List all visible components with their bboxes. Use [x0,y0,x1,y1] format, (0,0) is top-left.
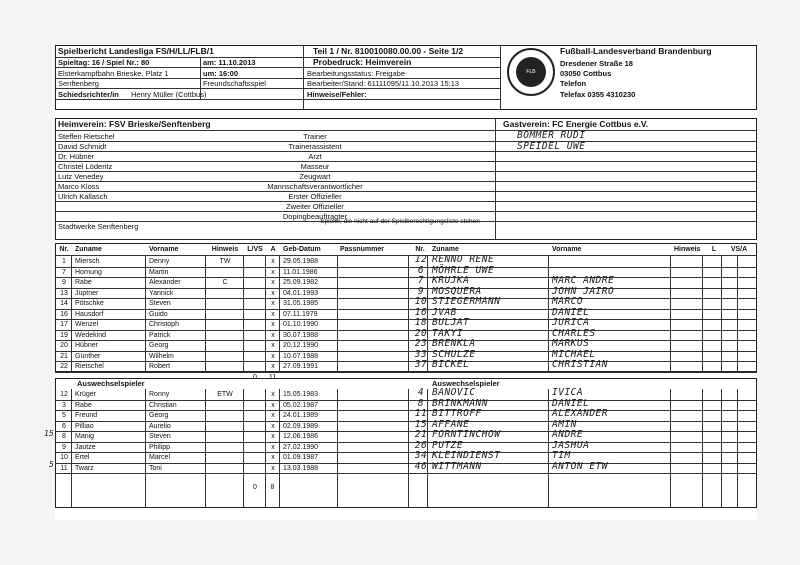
cell-hinweis: ETW [217,391,233,398]
cell-geb: 10.07.1988 [283,352,319,360]
referee-name: Henry Müller (Cottbus) [131,90,207,99]
cell-zuname: Pötschke [75,300,104,307]
cell-nr: 8 [62,433,66,440]
cell-a: x [271,258,275,265]
cell-vorname: Ronny [149,391,170,398]
staff-home-name: Ulrich Kallasch [58,192,108,201]
cell-nr: 11 [60,464,68,472]
cell-nr: 14 [60,300,68,307]
cell-gnr: 18 [414,317,428,328]
cell-geb: 01.09.1987 [283,454,319,461]
report-title: Spielbericht Landesliga FS/H/LL/FLB/1 [58,47,214,56]
cell-geb: 29.05.1988 [283,258,319,265]
cell-zuname: Hornung [75,268,102,276]
cell-gzuname: MÖHRLE UWE [432,264,495,276]
staff-role-label: Dopingbeauftragter [282,212,348,221]
cell-geb: 12.06.1986 [283,433,319,440]
staff-guest-line [495,181,757,182]
cell-a: x [271,310,275,318]
cell-zuname: Krüger [75,391,97,398]
processing-status: Bearbeitungsstatus: Freigabe [307,69,405,78]
match-report-sheet [44,45,757,520]
staff-role-label: Mannschaftsverantwortlicher [267,182,363,191]
cell-geb: 04.01.1993 [283,289,319,297]
cell-gzuname: BICKEL [432,359,470,370]
cell-gnr: 10 [414,296,428,307]
cell-gnr: 6 [417,264,425,276]
cell-gnr: 21 [414,429,428,440]
cell-vorname: Georg [149,412,169,419]
staff-home-name: Dr. Hübner [58,152,95,161]
cell-gvorname: MARKUS [552,338,590,349]
cell-zuname: Miersch [75,258,100,265]
cell-gvorname: TIM [552,450,571,461]
cell-a: x [271,289,275,297]
cell-a: x [271,352,275,360]
venue: Elsterkampfbahn Brieske, Platz 1 [58,69,169,78]
cell-a: x [271,443,275,451]
row-line [55,372,757,373]
cell-geb: 31.05.1985 [283,300,319,307]
cell-vorname: Philipp [149,443,171,451]
cell-hinweis: C [222,279,228,286]
cell-geb: 02.09.1989 [283,422,319,430]
starter-row [55,361,757,372]
staff-guest-line [495,201,757,202]
staff-role-label: Masseur [300,162,330,171]
cell-nr: 20 [60,342,68,349]
cell-geb: 27.02.1990 [283,443,319,451]
cell-gzuname: BULJAT [432,317,470,328]
cell-gnr: 33 [414,348,428,360]
cell-vorname: Martin [149,268,169,276]
cell-zuname: Wedekind [75,331,107,339]
cell-vorname: Steven [149,300,171,307]
cell-a: x [271,363,275,370]
cell-geb: 27.09.1991 [283,363,319,370]
cell-nr: 16 [60,310,68,318]
staff-role-label: Arzt [308,152,322,161]
cell-a: x [271,412,275,419]
cell-a: x [271,454,275,461]
cell-nr: 9 [62,443,66,451]
cell-gnr: 37 [414,359,428,370]
column-header-gl: L [711,246,717,253]
cell-gzuname: KRUJKA [432,275,470,286]
column-header-a: A [270,246,276,253]
club-location: Senftenberg [58,79,99,88]
staff-role-label: Zweiter Offizieller [286,202,344,211]
total-lvs: 0 [253,373,257,381]
cell-gvorname: DANIEL [552,306,590,318]
association-fax: Telefax 0355 4310230 [560,90,636,99]
cell-gvorname: MARC ANDRE [552,275,615,286]
cell-zuname: Rabe [75,401,92,409]
cell-nr: 9 [62,279,66,286]
cell-gvorname: AMIN [552,418,577,430]
cell-geb: 13.03.1988 [283,464,319,472]
cell-gzuname: AFFANE [432,418,470,430]
cell-zuname: Freund [75,412,98,419]
cell-a: x [271,401,275,409]
notes-label: Hinweise/Fehler: [307,90,367,99]
cell-gvorname: IVICA [552,387,584,398]
editor-stamp: Bearbeiter/Stand: 61111095/11.10.2013 15:13 [307,79,460,88]
cell-gzuname: MOSQUERA [432,285,482,297]
cell-vorname: Alexander [149,279,181,286]
cell-nr: 22 [60,363,68,370]
cell-gvorname: MICHAEL [552,348,596,360]
cell-gnr: 23 [414,338,428,349]
cell-gvorname: ANTON ETW [552,460,608,472]
cell-vorname: Patrick [149,331,171,339]
cell-gvorname: JOHN JAIRO [552,285,615,297]
cell-vorname: Marcel [149,454,171,461]
cell-vorname: Wilhelm [149,352,174,360]
cell-vorname: Steven [149,433,171,440]
cell-nr: 12 [60,391,68,398]
cell-gzuname: BRENKLA [432,338,476,349]
cell-vorname: Christian [149,401,177,409]
staff-guest-line [495,221,757,222]
staff-guest-line [495,161,757,162]
home-team-title: Heimverein: FSV Brieske/Senftenberg [58,120,211,129]
cell-vorname: Aurelio [149,422,171,430]
cell-vorname: Christoph [149,321,179,328]
column-header-gvsa: VS/A [730,246,748,253]
cell-zuname: Rietschel [75,363,104,370]
starters-header [55,244,757,255]
cell-a: x [271,433,275,440]
staff-home-name: Christel Löderitz [58,162,113,171]
margin-mark-2: 5 [49,460,54,469]
cell-gnr: 9 [417,285,425,297]
cell-nr: 19 [60,331,68,339]
cell-gzuname: STIEGERMANN [432,296,501,307]
column-header-nr: Nr. [59,246,69,253]
column-header-gvorname: Vorname [552,246,582,253]
cell-nr: 21 [60,352,68,360]
cell-nr: 10 [60,454,68,461]
cell-geb: 11.01.1986 [283,268,318,276]
cell-geb: 25.09.1982 [283,279,319,286]
cell-gzuname: SCHULZE [432,348,476,360]
cell-a: x [271,279,275,286]
column-header-gzuname: Zuname [432,246,459,253]
cell-hinweis: TW [219,258,231,265]
column-header-gnr: Nr. [415,246,425,253]
cell-gvorname: DANIEL [552,397,590,409]
cell-gnr: 20 [414,327,428,339]
cell-zuname: Rabe [75,279,92,286]
subs-title-guest: Auswechselspieler [432,379,500,388]
cell-vorname: Robert [149,363,171,370]
cell-vorname: Toni [149,464,162,472]
cell-gvorname: CHARLES [552,327,596,339]
cell-geb: 07.11.1979 [283,310,318,318]
cell-zuname: Pilliao [75,422,94,430]
association-logo [507,48,555,96]
cell-zuname: Jautze [75,443,96,451]
row-line [55,473,757,474]
cell-gzuname: RENNO RENE [432,254,495,265]
cell-gnr: 7 [417,275,425,286]
cell-gzuname: FORNTINCHOW [432,429,501,440]
association-phone: Telefon [560,79,587,88]
association-city: 03050 Cottbus [560,69,612,78]
cell-a: x [271,300,275,307]
cell-gzuname: KLEINDIENST [432,450,501,461]
cell-a: x [271,331,275,339]
total-a: 8 [270,484,275,491]
cell-gvorname: ANDRE [552,429,584,440]
game-type: Freundschaftsspiel [203,79,266,88]
referee-label: Schiedsrichter/in [58,90,119,99]
cell-a: x [271,268,275,276]
column-header-lvs: L/VS [247,246,263,253]
cell-nr: 7 [62,268,66,276]
column-header-hinweis: Hinweis [211,246,239,253]
staff-role-label: Erster Offizieller [288,192,342,201]
cell-gnr: 12 [414,254,428,265]
cell-a: x [271,321,275,328]
cell-gvorname: CHRISTIAN [552,359,608,370]
margin-mark-1: 15 [44,429,54,438]
cell-gvorname: MARCO [552,296,584,307]
cell-geb: 24.01.1989 [283,412,319,419]
cell-geb: 20.12.1990 [283,342,319,349]
ineligible-note: Spieler, die nicht auf der Spielberechtigungsliste stehen [320,218,480,225]
starter-row [55,256,757,267]
cell-vorname: Denny [149,258,170,265]
association-name: Fußball-Landesverband Brandenburg [560,47,712,56]
cell-vorname: Guido [149,310,168,318]
cell-gnr: 46 [414,460,428,472]
cell-geb: 30.07.1988 [283,331,319,339]
cell-gzuname: BITTROFF [432,408,482,419]
spieltag: Spieltag: 16 / Spiel Nr.: 80 [58,58,150,67]
cell-gnr: 8 [417,397,425,409]
cell-zuname: Jüptner [75,289,99,297]
cell-vorname: Yannick [149,289,174,297]
staff-role-label: Trainerassistent [288,142,342,151]
match-time: um: 16:00 [203,69,239,78]
cell-gnr: 34 [414,450,428,461]
cell-zuname: Hübner [75,342,98,349]
cell-nr: 3 [62,401,66,409]
cell-a: x [271,464,275,472]
staff-home-name: Marco Kloss [58,182,100,191]
cell-geb: 15.05.1983 [283,391,319,398]
cell-nr: 17 [60,321,68,328]
staff-home-name: David Schmidt [58,142,107,151]
column-header-vorname: Vorname [149,246,179,253]
column-header-passnummer: Passnummer [340,246,384,253]
cell-geb: 01.10.1990 [283,321,319,328]
staff-home-name: Lutz Venedey [58,172,104,181]
column-header-zuname: Zuname [75,246,102,253]
staff-home-name: Steffen Rietschel [58,132,115,141]
cell-geb: 05.02.1987 [283,401,319,409]
cell-nr: 13 [60,289,68,297]
association-street: Dresdener Straße 18 [560,59,633,68]
cell-gnr: 15 [414,418,428,430]
cell-gvorname: JASHUA [552,439,590,451]
subs-title-home: Auswechselspieler [77,379,145,388]
probe-print: Probedruck: Heimverein [313,58,412,67]
part-number: Teil 1 / Nr. 810010080.00.00 - Seite 1/2 [313,47,464,56]
cell-zuname: Twarz [75,464,94,472]
cell-gzuname: WITTMANN [432,460,482,472]
cell-gzuname: JVAB [432,306,457,318]
cell-gnr: 16 [414,306,428,318]
staff-guest-line [495,171,757,172]
guest-assistant: SPEIDEL UWE [517,141,586,152]
cell-gnr: 26 [414,439,428,451]
cell-gvorname: ALEXANDER [552,408,608,419]
cell-zuname: Manig [75,433,95,440]
staff-role-label: Zeugwart [299,172,331,181]
cell-a: x [271,422,275,430]
cell-a: x [271,391,275,398]
cell-gzuname: TAKYI [432,327,464,339]
cell-gzuname: BANOVIC [432,387,476,398]
total-a: 11 [268,373,277,381]
cell-gzuname: PUTZE [432,439,464,451]
sponsor-note: Stadtwerke Senftenberg [58,222,139,231]
match-date: am: 11.10.2013 [203,58,256,67]
cell-nr: 6 [62,422,66,430]
cell-gnr: 4 [417,387,425,398]
cell-nr: 1 [62,258,66,265]
cell-gzuname: BRINKMANN [432,397,488,409]
guest-trainer: BOMMER RUDI [517,130,586,141]
cell-gvorname: JURICA [552,317,590,328]
total-lvs: 0 [253,484,257,491]
cell-vorname: Georg [149,342,169,349]
guest-team-title: Gastverein: FC Energie Cottbus e.V. [503,120,649,129]
cell-gnr: 11 [414,408,428,419]
header-line [55,255,757,256]
column-header-ghinweis: Hinweis [674,246,701,253]
staff-guest-line [495,211,757,212]
cell-zuname: Ertel [75,454,90,461]
cell-zuname: Wenzel [75,321,99,328]
cell-a: x [271,342,275,349]
cell-zuname: Günther [75,352,101,360]
column-header-geb: Geb-Datum [283,246,321,253]
cell-nr: 5 [62,412,66,419]
logo-emblem: FLB [516,57,546,87]
staff-role-label: Trainer [303,132,327,141]
substitute-row [55,460,757,474]
cell-zuname: Hausdorf [75,310,104,318]
staff-guest-line [495,191,757,192]
